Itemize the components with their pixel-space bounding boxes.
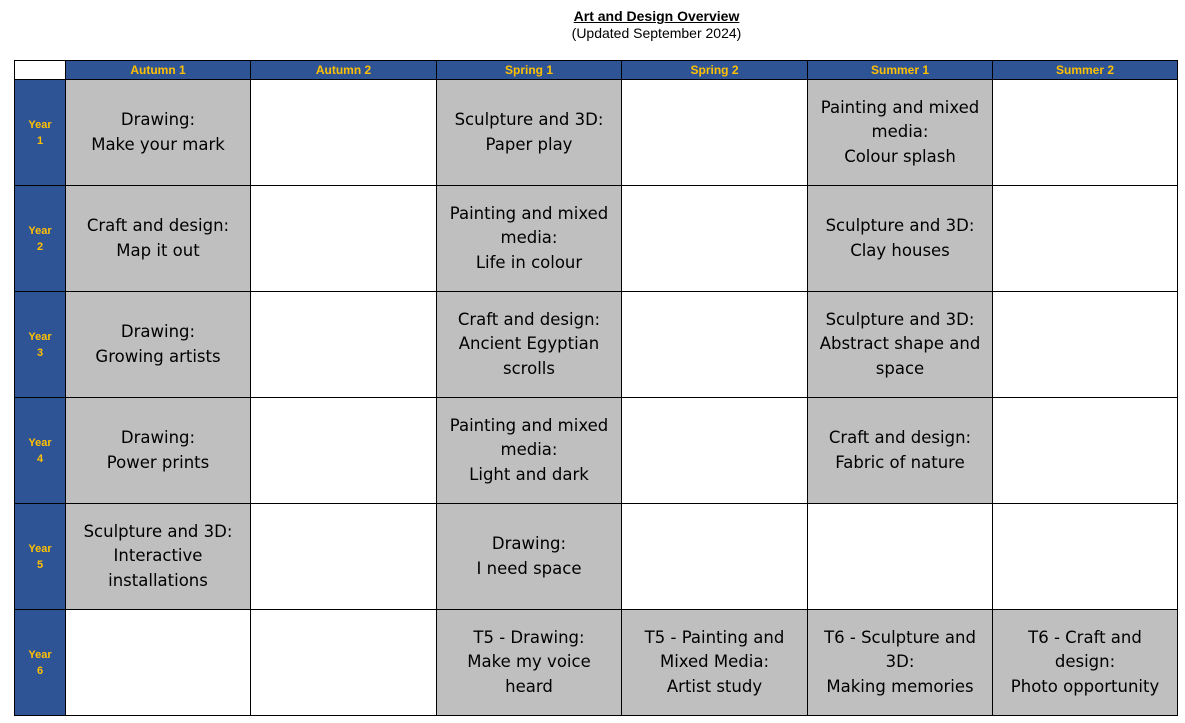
topic-cell bbox=[437, 80, 622, 186]
topic-cell bbox=[66, 504, 251, 610]
empty-cell bbox=[993, 186, 1178, 292]
overview-table bbox=[14, 60, 1178, 716]
topic-text-line: Sculpture and 3D: bbox=[454, 110, 604, 129]
topic-text-line: Painting and mixed bbox=[820, 97, 980, 117]
topic-text-line: Mixed Media: bbox=[659, 652, 770, 672]
topic-cell bbox=[808, 80, 993, 186]
row-header-year-6 bbox=[15, 610, 66, 716]
corner-cell bbox=[15, 61, 66, 80]
topic-text-line: Drawing: bbox=[120, 428, 196, 447]
topic-text-line: Drawing: bbox=[120, 110, 196, 129]
topic-text-line: Clay houses bbox=[850, 240, 950, 260]
topic-cell bbox=[437, 504, 622, 610]
empty-cell bbox=[251, 610, 437, 716]
topic-text-line: Sculpture and 3D: bbox=[825, 309, 975, 329]
topic-text-line: installations bbox=[108, 570, 208, 590]
topic-text-line: Artist study bbox=[666, 676, 763, 696]
topic-text-line: T5 - Painting and bbox=[644, 627, 785, 647]
topic-cell bbox=[808, 186, 993, 292]
empty-cell bbox=[993, 80, 1178, 186]
topic-text-line: Fabric of nature bbox=[835, 452, 965, 472]
topic-text-line: Interactive bbox=[113, 546, 203, 566]
topic-text-line: media: bbox=[500, 228, 558, 248]
header-row bbox=[15, 61, 1178, 80]
row-header-year-number: 5 bbox=[36, 558, 44, 571]
topic-text-line: Light and dark bbox=[469, 464, 589, 484]
row-header-year-number: 6 bbox=[36, 664, 44, 677]
topic-text-line: space bbox=[875, 358, 925, 378]
topic-cell bbox=[437, 186, 622, 292]
table-row bbox=[15, 292, 1178, 398]
topic-text-line: I need space bbox=[476, 558, 582, 578]
empty-cell bbox=[251, 292, 437, 398]
topic-text-line: media: bbox=[500, 440, 558, 460]
topic-text-line: Abstract shape and bbox=[819, 334, 981, 354]
table-row bbox=[15, 80, 1178, 186]
empty-cell bbox=[622, 80, 808, 186]
empty-cell bbox=[251, 80, 437, 186]
empty-cell bbox=[66, 610, 251, 716]
empty-cell bbox=[622, 504, 808, 610]
table-row bbox=[15, 186, 1178, 292]
topic-cell bbox=[66, 398, 251, 504]
empty-cell bbox=[993, 504, 1178, 610]
topic-text-line: Colour splash bbox=[844, 146, 956, 166]
topic-text-line: T6 - Craft and bbox=[1028, 627, 1142, 647]
empty-cell bbox=[251, 504, 437, 610]
topic-text-line: Growing artists bbox=[95, 346, 221, 366]
column-header-spring-1: Spring 1 bbox=[437, 61, 622, 80]
topic-text-line: Drawing: bbox=[491, 534, 567, 553]
topic-cell bbox=[66, 292, 251, 398]
topic-text-line: Craft and design: bbox=[457, 309, 601, 329]
empty-cell bbox=[808, 504, 993, 610]
column-header-autumn-2: Autumn 2 bbox=[251, 61, 437, 80]
table-row bbox=[15, 398, 1178, 504]
topic-cell bbox=[437, 292, 622, 398]
empty-cell bbox=[993, 292, 1178, 398]
table-row bbox=[15, 504, 1178, 610]
topic-text-line: heard bbox=[505, 676, 553, 696]
row-header-year-word: Year bbox=[28, 118, 52, 131]
topic-text-line: Painting and mixed bbox=[449, 203, 609, 223]
empty-cell bbox=[622, 292, 808, 398]
empty-cell bbox=[993, 398, 1178, 504]
column-header-summer-1: Summer 1 bbox=[808, 61, 993, 80]
row-header-year-word: Year bbox=[28, 648, 52, 661]
column-header-autumn-1: Autumn 1 bbox=[66, 61, 251, 80]
row-header-year-4 bbox=[15, 398, 66, 504]
topic-text-line: scrolls bbox=[503, 358, 555, 378]
topic-text-line: Make my voice bbox=[467, 652, 591, 672]
topic-text-line: Ancient Egyptian bbox=[458, 334, 600, 354]
row-header-year-word: Year bbox=[28, 224, 52, 237]
topic-text-line: Painting and mixed bbox=[449, 415, 609, 435]
topic-text-line: Make your mark bbox=[91, 134, 225, 154]
empty-cell bbox=[622, 186, 808, 292]
empty-cell bbox=[622, 398, 808, 504]
topic-cell bbox=[622, 610, 808, 716]
topic-text-line: 3D: bbox=[885, 652, 915, 672]
page-title: Art and Design Overview bbox=[573, 8, 740, 24]
row-header-year-number: 1 bbox=[36, 134, 44, 147]
topic-cell bbox=[66, 186, 251, 292]
table-row bbox=[15, 610, 1178, 716]
column-header-summer-2: Summer 2 bbox=[993, 61, 1178, 80]
topic-cell bbox=[437, 398, 622, 504]
topic-text-line: Photo opportunity bbox=[1010, 676, 1160, 696]
row-header-year-word: Year bbox=[28, 542, 52, 555]
topic-text-line: Map it out bbox=[116, 240, 200, 260]
column-header-spring-2: Spring 2 bbox=[622, 61, 808, 80]
row-header-year-1 bbox=[15, 80, 66, 186]
topic-cell bbox=[66, 80, 251, 186]
topic-text-line: Making memories bbox=[826, 676, 974, 696]
topic-text-line: Power prints bbox=[106, 452, 210, 472]
row-header-year-2 bbox=[15, 186, 66, 292]
row-header-year-number: 2 bbox=[36, 240, 44, 253]
row-header-year-5 bbox=[15, 504, 66, 610]
empty-cell bbox=[251, 398, 437, 504]
empty-cell bbox=[251, 186, 437, 292]
topic-text-line: T6 - Sculpture and bbox=[824, 627, 976, 647]
topic-cell bbox=[808, 292, 993, 398]
topic-cell bbox=[437, 610, 622, 716]
topic-text-line: design: bbox=[1054, 652, 1116, 672]
topic-cell bbox=[808, 610, 993, 716]
topic-text-line: Life in colour bbox=[475, 252, 583, 272]
page-subtitle: (Updated September 2024) bbox=[571, 25, 742, 41]
row-header-year-word: Year bbox=[28, 330, 52, 343]
topic-text-line: T5 - Drawing: bbox=[473, 627, 585, 647]
topic-text-line: Sculpture and 3D: bbox=[83, 521, 233, 541]
row-header-year-number: 4 bbox=[36, 452, 44, 465]
topic-text-line: Craft and design: bbox=[828, 428, 972, 447]
row-header-year-3 bbox=[15, 292, 66, 398]
topic-cell bbox=[808, 398, 993, 504]
topic-text-line: Craft and design: bbox=[86, 216, 230, 235]
topic-text-line: Sculpture and 3D: bbox=[825, 216, 975, 235]
topic-text-line: media: bbox=[871, 122, 929, 142]
row-header-year-word: Year bbox=[28, 436, 52, 449]
topic-text-line: Paper play bbox=[485, 134, 573, 154]
row-header-year-number: 3 bbox=[36, 346, 44, 359]
topic-text-line: Drawing: bbox=[120, 322, 196, 341]
topic-cell bbox=[993, 610, 1178, 716]
